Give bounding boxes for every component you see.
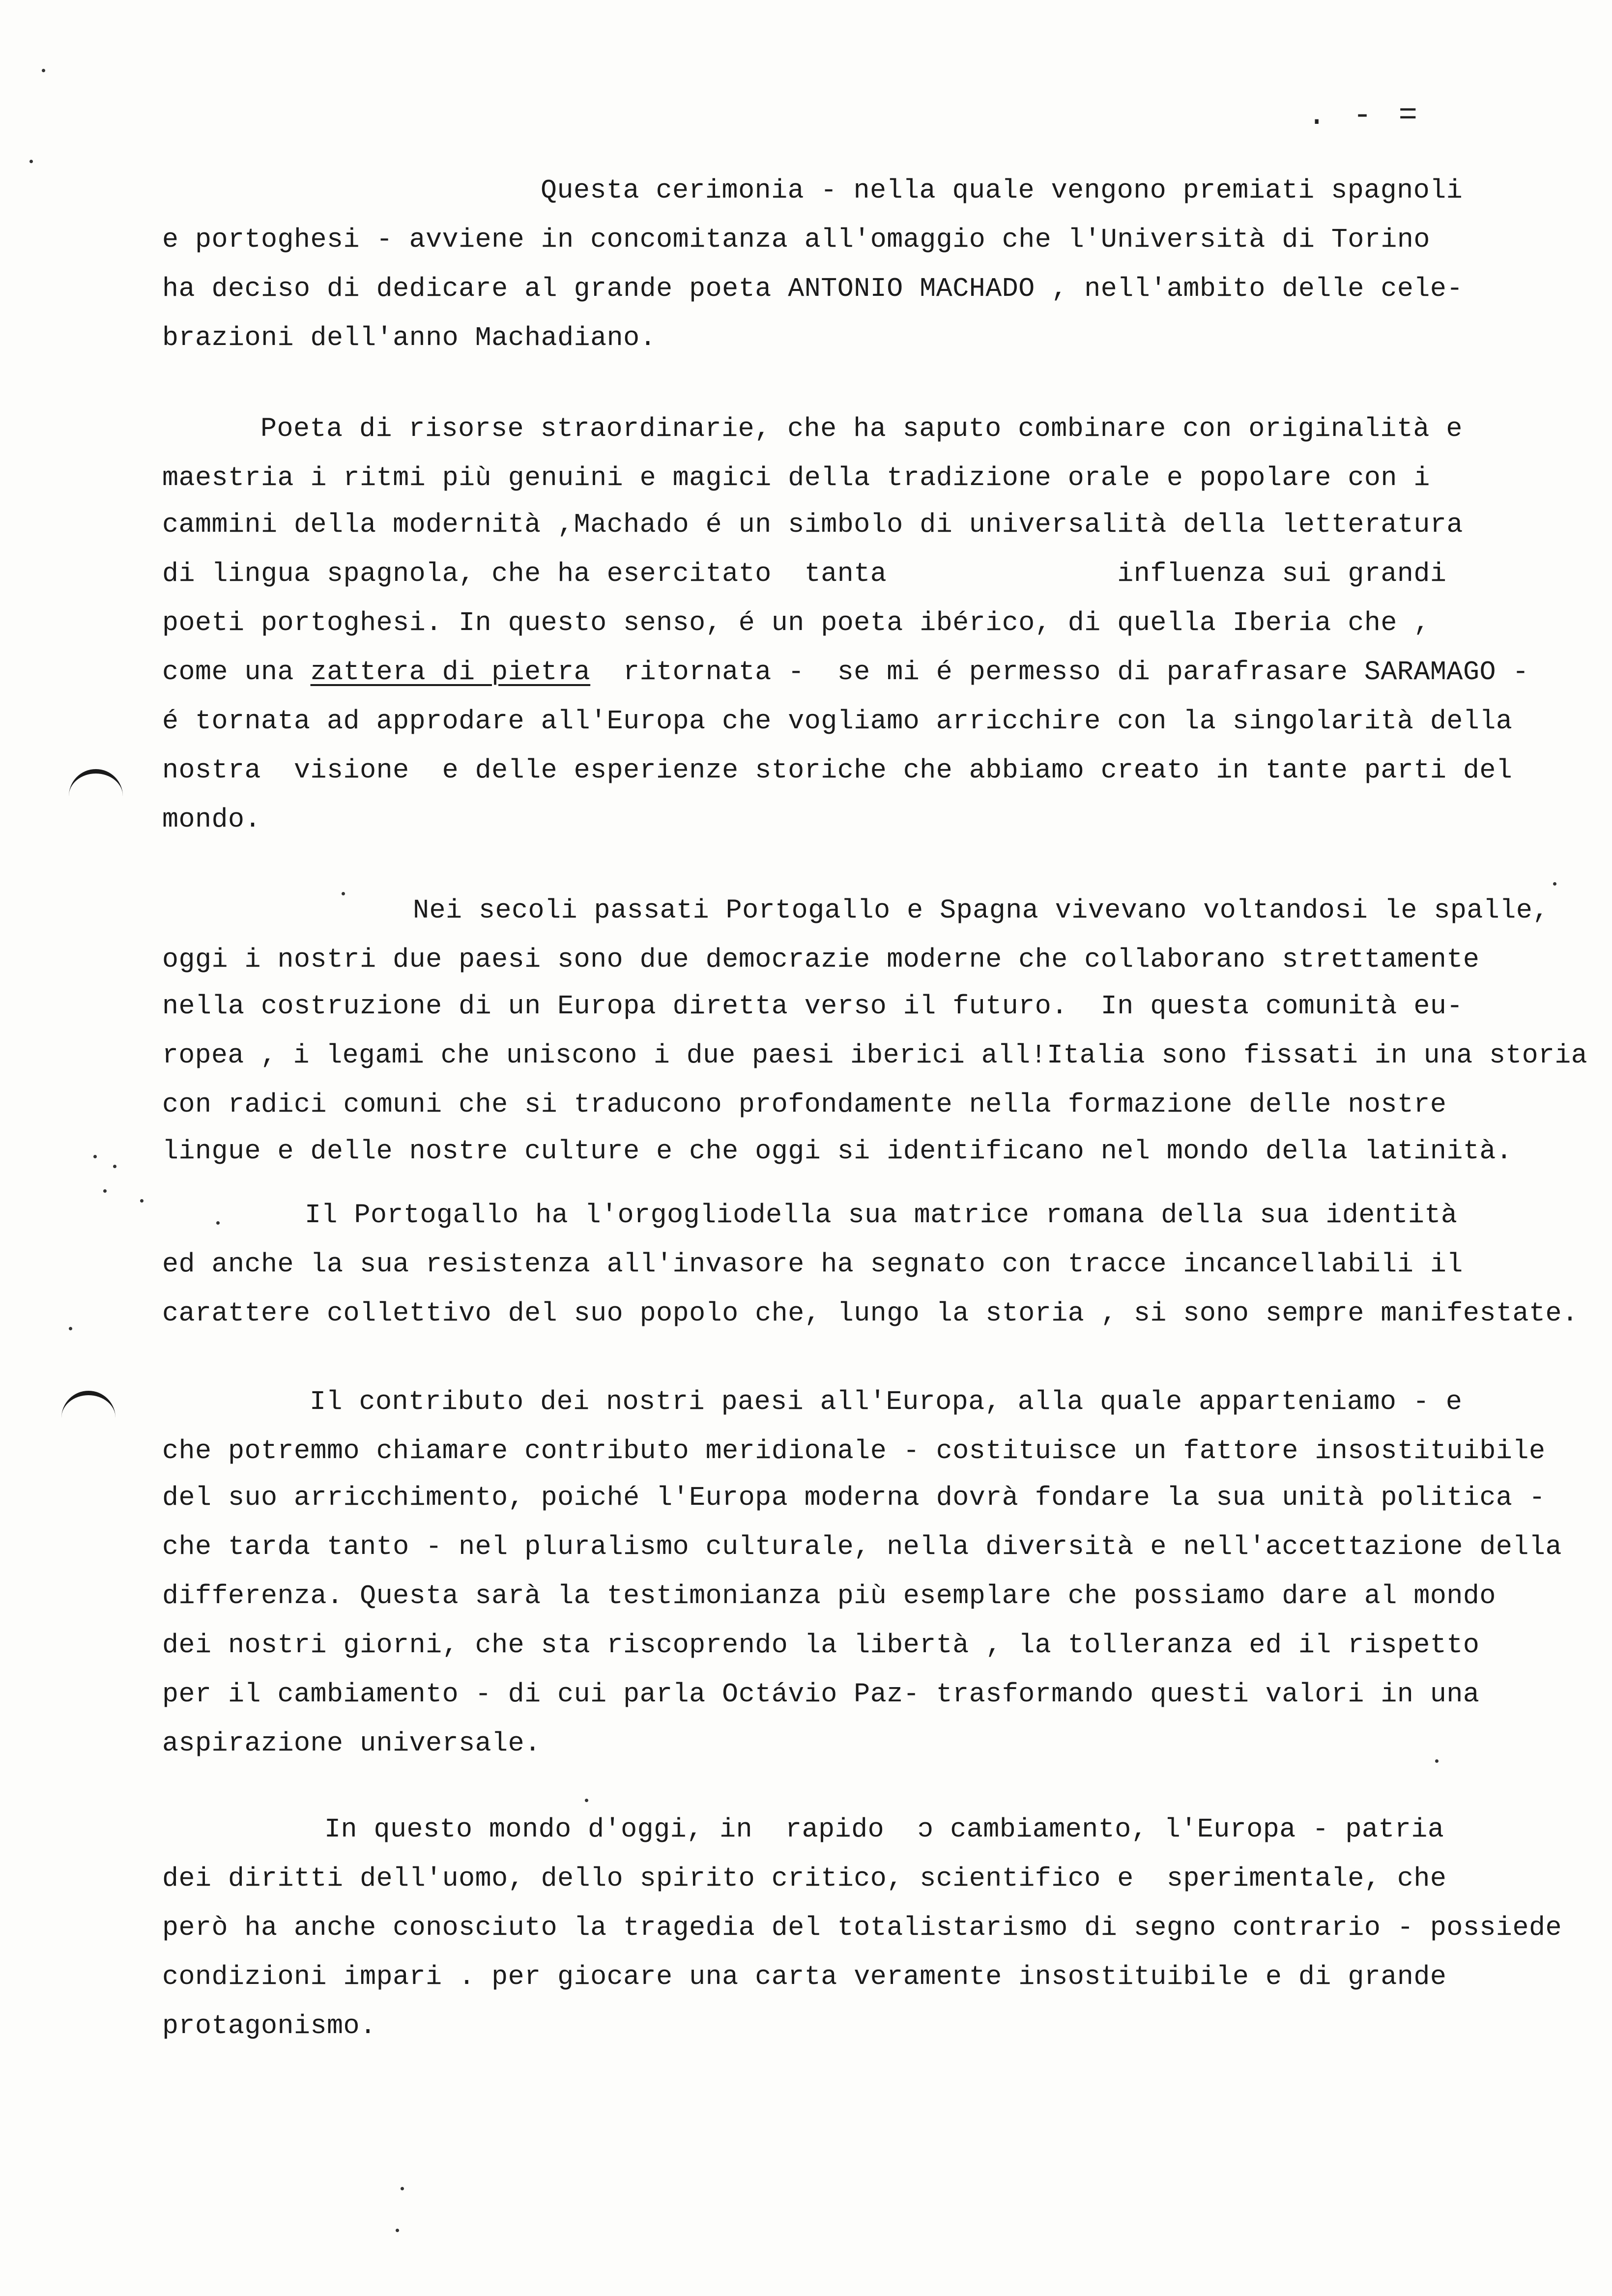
text-line: con radici comuni che si traducono profondamente nella formazione delle nostre: [162, 1089, 1447, 1120]
text-line: ropea , i legami che uniscono i due paesi iberici all!Italia sono fissati in una storia: [162, 1040, 1588, 1071]
text-line: Il contributo dei nostri paesi all'Europa, alla quale apparteniamo - e: [310, 1386, 1463, 1417]
scan-speck: [401, 2187, 404, 2190]
scan-speck: [140, 1199, 144, 1203]
text-line: aspirazione universale.: [162, 1728, 541, 1759]
scan-speck: [342, 892, 345, 895]
text-line: nostra visione e delle esperienze storiche che abbiamo creato in tante parti del: [162, 755, 1513, 786]
text-line: che tarda tanto - nel pluralismo culturale, nella diversità e nell'accettazione della: [162, 1531, 1562, 1562]
scan-speck: [585, 1799, 588, 1802]
scan-speck: [103, 1189, 107, 1193]
text-line: brazioni dell'anno Machadiano.: [162, 322, 657, 353]
text-line: oggi i nostri due paesi sono due democrazie moderne che collaborano strettamente: [162, 944, 1480, 975]
text-line: carattere collettivo del suo popolo che, lungo la storia , si sono sempre manifestate.: [162, 1298, 1579, 1329]
scan-speck: [69, 1327, 72, 1330]
scan-speck: [42, 69, 45, 72]
text-line: dei nostri giorni, che sta riscoprendo la libertà , la tolleranza ed il rispetto: [162, 1630, 1480, 1661]
text-line: lingue e delle nostre culture e che oggi si identificano nel mondo della latinità.: [162, 1136, 1513, 1167]
punch-hole-bottom: [61, 1391, 115, 1425]
text-line: protagonismo.: [162, 2010, 376, 2041]
text-line: condizioni impari . per giocare una carta veramente insostituibile e di grande: [162, 1961, 1447, 1992]
text-line: differenza. Questa sarà la testimonianza più esemplare che possiamo dare al mondo: [162, 1580, 1496, 1611]
text-line: Poeta di risorse straordinarie, che ha saputo combinare con originalità e: [260, 413, 1463, 444]
underlined-phrase: zattera di pietra: [310, 657, 591, 688]
scan-speck: [93, 1155, 97, 1158]
text-line: Nei secoli passati Portogallo e Spagna vivevano voltandosi le spalle,: [413, 895, 1549, 926]
text-line: dei diritti dell'uomo, dello spirito critico, scientifico e sperimentale, che: [162, 1863, 1447, 1894]
scan-speck: [1435, 1759, 1439, 1763]
text-line: ha deciso di dedicare al grande poeta ANTONIO MACHADO , nell'ambito delle cele-: [162, 273, 1463, 304]
text-line: che potremmo chiamare contributo meridionale - costituisce un fattore insostituibile: [162, 1435, 1546, 1466]
text-line: mondo.: [162, 804, 261, 835]
scan-speck: [29, 160, 33, 163]
text-line: come una zattera di pietra ritornata - se mi é permesso di parafrasare SARAMAGO -: [162, 657, 1529, 688]
text-line: Il Portogallo ha l'orgogliodella sua matrice romana della sua identità: [305, 1200, 1458, 1231]
text-line: é tornata ad approdare all'Europa che vogliamo arricchire con la singolarità della: [162, 706, 1513, 737]
text-line: di lingua spagnola, che ha esercitato tanta influenza sui grandi: [162, 558, 1447, 589]
scan-speck: [216, 1221, 220, 1225]
scan-speck: [396, 2229, 399, 2232]
text-line: però ha anche conosciuto la tragedia del totalistarismo di segno contrario - possiede: [162, 1912, 1562, 1943]
text-line: In questo mondo d'oggi, in rapido ɔ cambiamento, l'Europa - patria: [324, 1814, 1444, 1845]
text-line: del suo arricchimento, poiché l'Europa moderna dovrà fondare la sua unità politica -: [162, 1482, 1546, 1513]
text-line: per il cambiamento - di cui parla Octávio Paz- trasformando questi valori in una: [162, 1679, 1480, 1710]
text-line: nella costruzione di un Europa diretta verso il futuro. In questa comunità eu-: [162, 991, 1463, 1022]
text-line: cammini della modernità ,Machado é un simbolo di universalità della letteratura: [162, 509, 1463, 540]
text-line: ed anche la sua resistenza all'invasore ha segnato con tracce incancellabili il: [162, 1249, 1463, 1280]
scan-speck: [1553, 882, 1556, 886]
text-line: maestria i ritmi più genuini e magici della tradizione orale e popolare con i: [162, 462, 1430, 493]
text-line: Questa cerimonia - nella quale vengono premiati spagnoli: [541, 175, 1463, 206]
punch-hole-top: [69, 769, 123, 803]
page-marker: . - =: [1307, 98, 1422, 134]
text-line: poeti portoghesi. In questo senso, é un poeta ibérico, di quella Iberia che ,: [162, 607, 1430, 638]
scan-speck: [113, 1165, 116, 1168]
text-line: e portoghesi - avviene in concomitanza all'omaggio che l'Università di Torino: [162, 224, 1430, 255]
